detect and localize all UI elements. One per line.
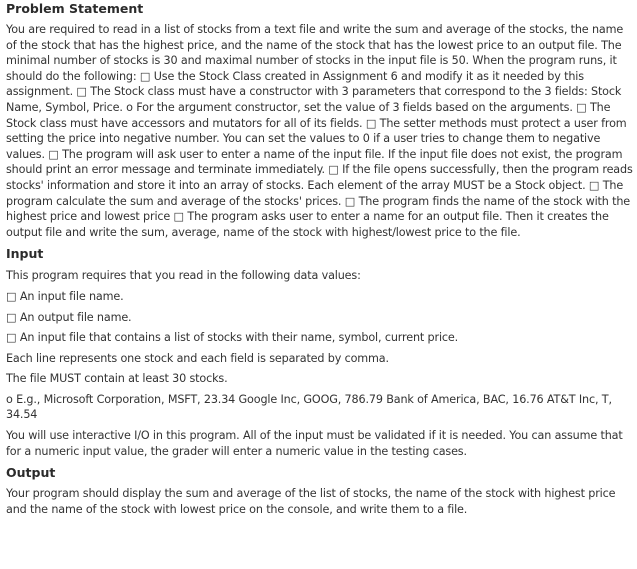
input-line-input-file-name: □ An input file name. [6, 289, 124, 303]
problem-statement-body: You are required to read in a list of stocks from a text file and write the sum and average of the stocks, the name of the stock that has the highest price, and the name of the stock that has the lowest price to an output file. The minimal number of stocks is 30 and maximal number of stocks in the input file is 50. When the program runs, it should do the following: □ Use the Stock Class created in Assignment 6 and modify it as it needed by this assignment. □ The Stock class must have a constructor with 3 parameters that correspond to the 3 fields: Stock Name, Symbol, Price. o For the argument constructor, set the value of 3 fields based on the arguments. □ The Stock class must have accessors and mutators for all of its fields. □ The setter methods must protect a user from setting the price into negative number. You can set the values to 0 if a user tries to change them to negative values. □ The program will ask user to enter a name of the input file. If the input file does not exist, the program should print an error message and terminate immediately. □ If the file opens successfully, then the program reads stocks' information and store it into an array of stocks. Each element of the array MUST be a Stock object. □ The program calculate the sum and average of the stocks' prices. □ The program finds the name of the stock with the highest price and lowest price □ The program asks user to enter a name for an output file. Then it creates the output file and write the sum, average, name of the stock with highest/lowest price to the file. [6, 23, 633, 239]
input-line-intro: This program requires that you read in the following data values: [6, 269, 361, 283]
input-line-validation: You will use interactive I/O in this program. All of the input must be validated if it is needed. You can assume that for a numeric input value, the grader will enter a numeric value in the testing cases. [6, 429, 623, 458]
input-line-format: Each line represents one stock and each field is separated by comma. [6, 351, 389, 365]
output-heading: Output [6, 465, 56, 481]
input-line-example: o E.g., Microsoft Corporation, MSFT, 23.34 Google Inc, GOOG, 786.79 Bank of America, BAC, 16.76 AT&T Inc, T, 34.54 [6, 392, 612, 422]
output-body: Your program should display the sum and average of the list of stocks, the name of the stock with highest price and the name of the stock with lowest price on the console, and write them to a file. [6, 487, 616, 516]
input-line-stock-file: □ An input file that contains a list of stocks with their name, symbol, current price. [6, 331, 459, 345]
input-heading: Input [6, 246, 44, 262]
problem-statement-heading: Problem Statement [6, 1, 144, 16]
input-line-output-file-name: □ An output file name. [6, 310, 132, 324]
input-line-minimum: The file MUST contain at least 30 stocks. [6, 372, 228, 386]
